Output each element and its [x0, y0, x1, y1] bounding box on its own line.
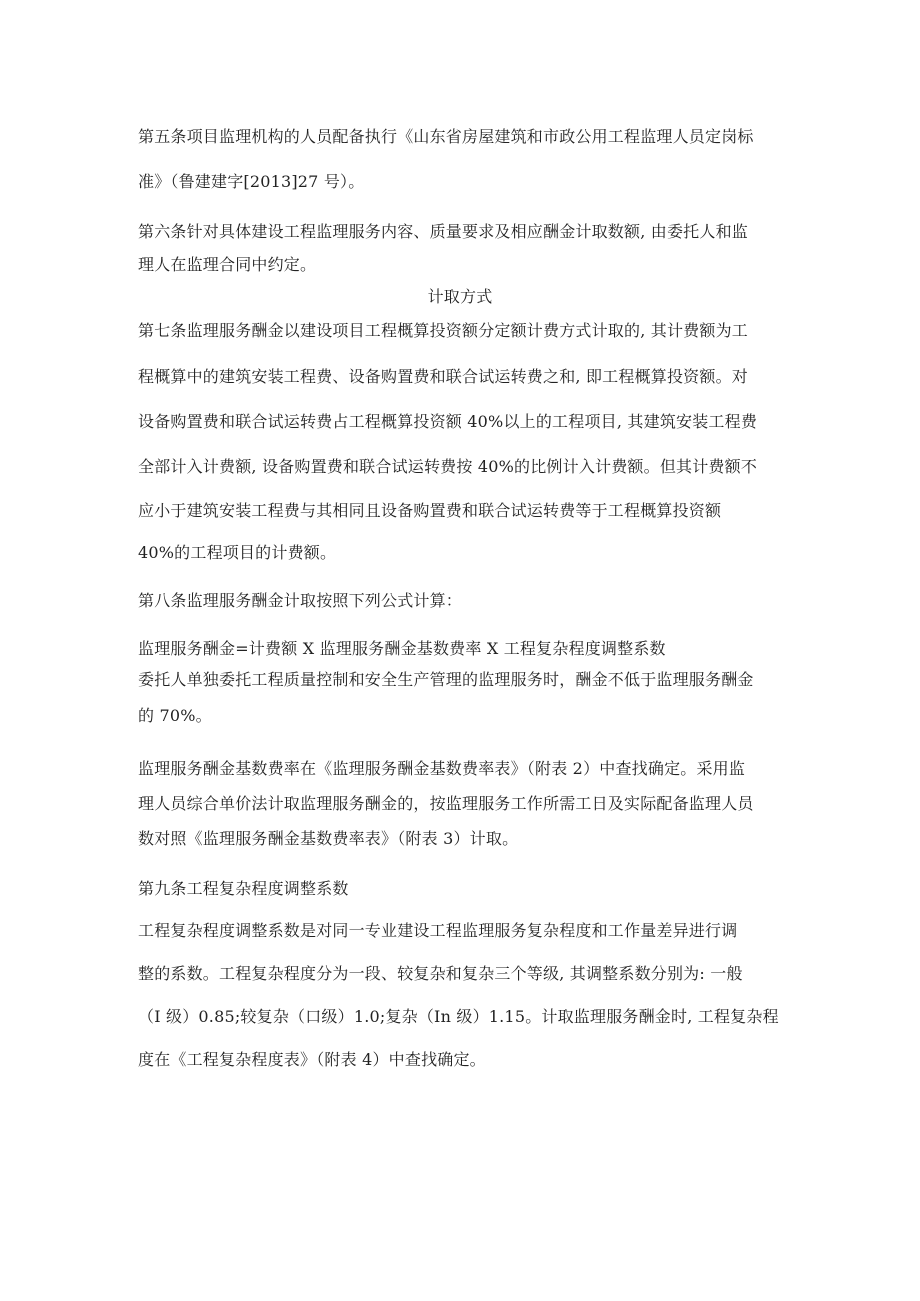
complexity-line-1: 工程复杂程度调整系数是对同一专业建设工程监理服务复杂程度和工作量差异进行调	[138, 921, 738, 940]
article-7-line-6: 40%的工程项目的计费额。	[138, 543, 337, 562]
base-rate-line-1: 监理服务酬金基数费率在《监理服务酬金基数费率表》（附表 2）中查找确定。采用监	[138, 759, 746, 778]
article-7-line-2: 程概算中的建筑安装工程费、设备购置费和联合试运转费之和, 即工程概算投资额。对	[138, 367, 748, 386]
base-rate-line-2: 理人员综合单价法计取监理服务酬金的，按监理服务工作所需工日及实际配备监理人员	[138, 794, 754, 813]
article-7-line-1: 第七条监理服务酬金以建设项目工程概算投资额分定额计费方式计取的, 其计费额为工	[138, 321, 748, 340]
article-5-line-1: 第五条项目监理机构的人员配备执行《山东省房屋建筑和市政公用工程监理人员定岗标	[138, 127, 754, 146]
complexity-line-2: 整的系数。工程复杂程度分为一段、较复杂和复杂三个等级, 其调整系数分别为: 一般	[138, 964, 743, 983]
complexity-line-3: （I 级）0.85;较复杂（口级）1.0;复杂（In 级）1.15。计取监理服务酬金时, 工程复杂程	[138, 1007, 779, 1026]
section-heading: 计取方式	[427, 287, 493, 306]
base-rate-line-3: 数对照《监理服务酬金基数费率表》（附表 3）计取。	[138, 829, 519, 848]
fee-formula: 监理服务酬金=计费额 X 监理服务酬金基数费率 X 工程复杂程度调整系数	[138, 639, 666, 658]
entrust-clause-line-2: 的 70%。	[138, 706, 212, 725]
article-9-line-1: 第九条工程复杂程度调整系数	[138, 879, 349, 898]
entrust-clause-line-1: 委托人单独委托工程质量控制和安全生产管理的监理服务时，酬金不低于监理服务酬金	[138, 670, 754, 689]
article-7-line-4: 全部计入计费额, 设备购置费和联合试运转费按 40%的比例计入计费额。但其计费额不	[138, 457, 758, 476]
article-8-line-1: 第八条监理服务酬金计取按照下列公式计算：	[138, 591, 463, 610]
article-5-line-2: 准》（鲁建建字[2013]27 号）。	[138, 172, 365, 191]
article-7-line-3: 设备购置费和联合试运转费占工程概算投资额 40%以上的工程项目, 其建筑安装工程费	[138, 412, 758, 431]
article-7-line-5: 应小于建筑安装工程费与其相同且设备购置费和联合试运转费等于工程概算投资额	[138, 501, 722, 520]
article-6-line-1: 第六条针对具体建设工程监理服务内容、质量要求及相应酬金计取数额, 由委托人和监	[138, 222, 748, 241]
complexity-line-4: 度在《工程复杂程度表》（附表 4）中查找确定。	[138, 1050, 486, 1069]
article-6-line-2: 理人在监理合同中约定。	[138, 255, 317, 274]
